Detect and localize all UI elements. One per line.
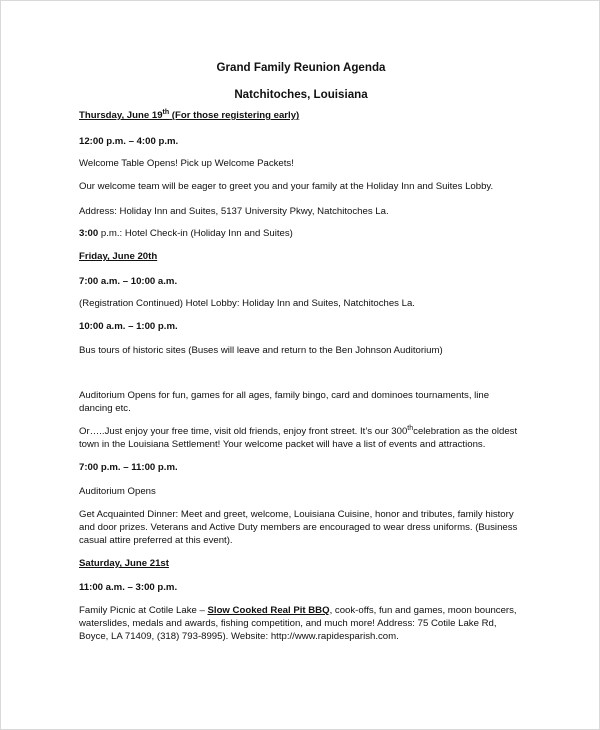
friday-free-time-line-1: Or…..Just enjoy your free time, visit old friends, enjoy front street. It’s our 300thcelebration as the oldest <box>79 424 518 437</box>
friday-auditorium-line-1: Auditorium Opens for fun, games for all ages, family bingo, card and dominoes tournaments, line <box>79 390 490 401</box>
friday-auditorium-line-2: dancing etc. <box>79 403 131 414</box>
saturday-time-1: 11:00 a.m. – 3:00 p.m. <box>79 582 178 593</box>
friday-bus-tours: Bus tours of historic sites (Buses will leave and return to the Ben Johnson Auditorium) <box>79 345 443 356</box>
friday-dinner-line-3: casual attire preferred at this event). <box>79 535 233 546</box>
thursday-checkin: 3:00 p.m.: Hotel Check-in (Holiday Inn and Suites) <box>79 228 293 239</box>
friday-auditorium-opens: Auditorium Opens <box>79 486 156 497</box>
thursday-heading: Thursday, June 19th (For those registering early) <box>79 108 300 121</box>
friday-free-time-line-2: town in the Louisiana Settlement! Your welcome packet will have a list of events and attractions. <box>79 439 486 450</box>
friday-dinner-line-2: and door prizes. Veterans and Active Duty members are encouraged to wear dress uniforms. (Business <box>79 522 518 533</box>
saturday-picnic-line-1: Family Picnic at Cotile Lake – Slow Cooked Real Pit BBQ, cook-offs, fun and games, moon bouncers, <box>79 605 517 616</box>
document-title: Grand Family Reunion Agenda <box>216 61 386 74</box>
saturday-picnic-line-2: waterslides, medals and awards, fishing competition, and much more! Address: 75 Cotile Lake Rd, <box>79 618 497 629</box>
friday-time-1: 7:00 a.m. – 10:00 a.m. <box>79 276 178 287</box>
thursday-welcome-table: Welcome Table Opens! Pick up Welcome Packets! <box>79 158 294 169</box>
friday-registration: (Registration Continued) Hotel Lobby: Holiday Inn and Suites, Natchitoches La. <box>79 298 415 309</box>
friday-time-3: 7:00 p.m. – 11:00 p.m. <box>79 462 178 473</box>
thursday-welcome-team: Our welcome team will be eager to greet you and your family at the Holiday Inn and Suites Lobby. <box>79 181 494 192</box>
friday-time-2: 10:00 a.m. – 1:00 p.m. <box>79 321 178 332</box>
friday-heading: Friday, June 20th <box>79 251 158 262</box>
thursday-time-1: 12:00 p.m. – 4:00 p.m. <box>79 136 179 147</box>
thursday-address: Address: Holiday Inn and Suites, 5137 University Pkwy, Natchitoches La. <box>79 206 389 217</box>
saturday-picnic-line-3: Boyce, LA 71409, (318) 793-8995). Website: http://www.rapidesparish.com. <box>79 631 399 642</box>
saturday-heading: Saturday, June 21st <box>79 558 169 569</box>
document-location: Natchitoches, Louisiana <box>234 88 368 101</box>
friday-dinner-line-1: Get Acquainted Dinner: Meet and greet, welcome, Louisiana Cuisine, honor and tributes, family history <box>79 509 514 520</box>
